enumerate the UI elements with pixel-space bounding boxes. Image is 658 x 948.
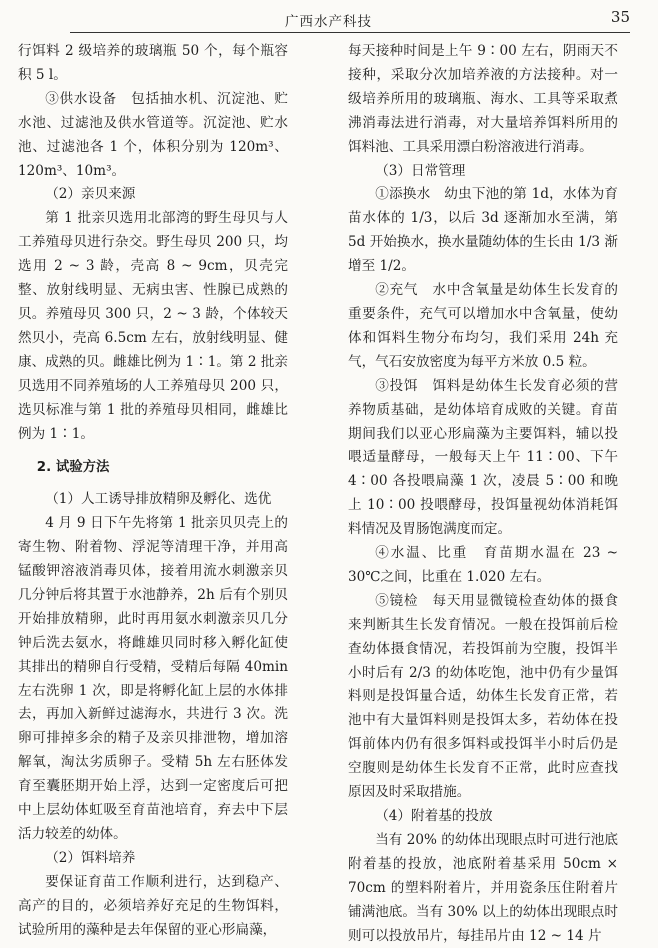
- paragraph: 第 1 批亲贝选用北部湾的野生母贝与人工养殖母贝进行杂交。野生母贝 200 只，均选用 2 ~ 3 龄，壳高 8 ~ 9cm，贝壳完整、放射线明显、无病虫害、性腺已成熟的贝。养殖母贝 300 只，2 ~ 3 龄，个体较天然贝小，壳高 6.5cm 左右，放射线明显、健康、成熟的贝。雌雄比例为 1∶1。第 2 批亲贝选用不同养殖场的人工养殖母贝 200 只，选贝标准与第 1 批的养殖母贝相同，雌雄比例为 1∶1。: [18, 210, 289, 442]
- paragraph: 4 月 9 日下午先将第 1 批亲贝贝壳上的寄生物、附着物、浮泥等清理干净，并用高锰酸钾溶液消毒贝体，接着用流水刺激亲贝几分钟后将其置于水池静养，2h 后有个别贝开始排放精卵，此时再用氨水刺激亲贝几分钟后洗去氨水，将雌雄贝同时移入孵化缸使其排出的精卵自行受精，受精后每隔 40min 左右洗卵 1 次，即是将孵化缸上层的水体排去，再加入新鲜过滤海水，共进行 3 次。洗卵可排掉多余的精子及亲贝排泄物，增加溶解氧，淘汰劣质卵子。受精 5h 左右胚体发育至囊胚期开始上浮，达到一定密度后可把中上层幼体虹吸至育苗池培育，弃去中下层活力较差的幼体。: [18, 515, 288, 842]
- paragraph: ①添换水 幼虫下池的第 1d，水体为育苗水体的 1/3，以后 3d 逐渐加水至满，第 5d 开始换水，换水量随幼体的生长由 1/3 渐增至 1/2。: [348, 186, 618, 275]
- subheading: （3）日常管理: [375, 162, 466, 179]
- paragraph: 行饵料 2 级培养的玻璃瓶 50 个，每个瓶容积 5 l。: [18, 43, 288, 83]
- paragraph: ②充气 水中含氧量是幼体生长发育的重要条件，充气可以增加水中含氧量，使幼体和饵料生物分布均匀，我们采用 24h 充气，气石安放密度为每平方米放 0.5 粒。: [348, 282, 618, 370]
- header-rule: [70, 32, 630, 33]
- journal-title: 广西水产科技: [285, 14, 372, 30]
- paragraph: 要保证育苗工作顺利进行，达到稳产、高产的目的，必须培养好充足的生物饵料，试验所用的藻种是去年保留的亚心形扁藻，: [18, 873, 288, 938]
- right-column: [348, 40, 618, 948]
- paragraph: 每天接种时间是上午 9∶00 左右，阴雨天不接种，采取分次加培养液的方法接种。对一级培养所用的玻璃瓶、海水、工具等采取煮沸消毒法进行消毒，对大量培养饵料所用的饵料池、工具采用漂白粉溶液进行消毒。: [348, 43, 618, 155]
- paragraph: ⑤镜检 每天用显微镜检查幼体的摄食来判断其生长发育情况。一般在投饵前后检查幼体摄食情况，若投饵前为空腹，投饵半小时后有 2/3 的幼体吃饱，池中仍有少量饵料则是投饵量合适，幼体生长发育正常，若池中有大量饵料则是投饵太多，若幼体在投饵前体内仍有很多饵料或投饵半小时后仍是空腹则是幼体生长发育不正常，此时应查找原因及时采取措施。: [348, 592, 618, 801]
- paragraph: 当有 20% 的幼体出现眼点时可进行池底附着基的投放，池底附着基采用 50cm × 70cm 的塑料附着片，并用瓷条压住附着片铺满池底。当有 30% 以上的幼体出现眼点时则可以投放吊片，每挂吊片由 12 ~ 14 片: [348, 831, 618, 944]
- subheading: （2）亲贝来源: [45, 186, 136, 203]
- running-header: [70, 4, 630, 30]
- subheading: （2）饵料培养: [45, 849, 136, 866]
- section-heading: 2. 试验方法: [36, 460, 110, 476]
- paragraph: ③供水设备 包括抽水机、沉淀池、贮水池、过滤池及供水管道等。沉淀池、贮水池、过滤池各 1 个，体积分别为 120m³、120m³、10m³。: [18, 90, 288, 179]
- left-column: [18, 40, 288, 943]
- subheading: （4）附着基的投放: [375, 808, 493, 824]
- page-number: 35: [610, 8, 630, 26]
- paragraph: ③投饵 饵料是幼体生长发育必须的营养物质基础，是幼体培育成败的关键。育苗期间我们以亚心形扁藻为主要饵料，辅以投喂适量酵母，一般每天上午 11∶00、下午 4∶00 各投喂扁藻 1 次，凌晨 5∶00 和晚上 10∶00 投喂酵母，投饵量视幼体消耗饵料情况及胃肠饱满度而定。: [348, 377, 618, 538]
- paragraph: ④水温、比重 育苗期水温在 23 ~ 30℃之间，比重在 1.020 左右。: [348, 545, 618, 585]
- subheading: （1）人工诱导排放精卵及孵化、选优: [45, 491, 272, 508]
